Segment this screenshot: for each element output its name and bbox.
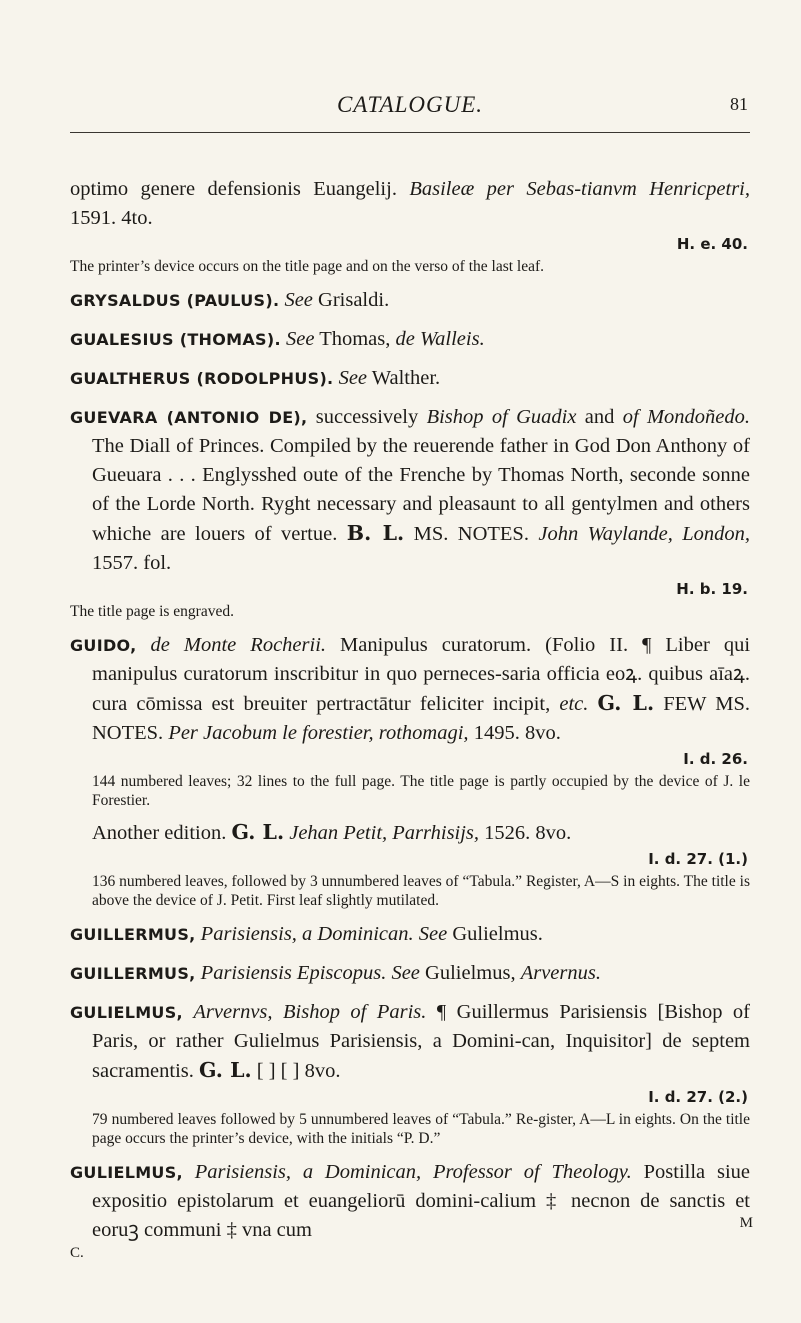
entry-heading-italic: de Monte Rocherii. bbox=[150, 634, 327, 656]
catalogue-body bbox=[70, 175, 750, 1262]
entry-heading: GULIELMUS, bbox=[70, 1163, 183, 1182]
entry-note: 136 numbered leaves, followed by 3 unnumbered leaves of “Tabula.” Register, A—S in eights. The title is above the device of J. Petit. First leaf slightly mutilated. bbox=[92, 873, 750, 909]
entry-imprint-rest: 1557. fol. bbox=[92, 552, 172, 574]
entry-note: The title page is engraved. bbox=[70, 603, 234, 620]
cross-reference[interactable]: Gulielmus, bbox=[425, 962, 516, 984]
entry-imprint-rest: 1495. 8vo. bbox=[473, 722, 561, 744]
see-label: See bbox=[418, 923, 448, 945]
catalogue-entry-grysaldus bbox=[70, 286, 750, 315]
entry-title-text: ¶ Guillermus Parisiensis [Bishop of Paris, or rather Gulielmus Parisiensis, a Domini-can, Inquisitor] de septem sacramentis. bbox=[92, 1001, 751, 1082]
type-marks: G. L. bbox=[231, 820, 285, 844]
shelfmark: I. d. 27. (2.) bbox=[648, 1088, 748, 1106]
entry-heading: GUEVARA (ANTONIO DE), bbox=[70, 408, 308, 427]
catalogue-entry-guillermus-dominican bbox=[70, 920, 750, 949]
cross-reference[interactable]: Thomas, bbox=[319, 328, 391, 350]
cross-reference-detail[interactable]: Arvernus. bbox=[520, 962, 601, 984]
entry-imprint-rest: 1526. 8vo. bbox=[484, 822, 572, 844]
entry-title-text: Postilla siue expositio epistolarum et euangeliorū domini-calium ‡ necnon de sanctis et eoruꝫ communi ‡ vna cum bbox=[92, 1161, 750, 1241]
catalogue-entry-gulielmus-dominican bbox=[70, 1158, 750, 1245]
cross-reference[interactable]: Grisaldi. bbox=[318, 289, 390, 311]
cross-reference-detail[interactable]: de Walleis. bbox=[395, 328, 485, 350]
see-label: See bbox=[391, 962, 420, 984]
page-number: 81 bbox=[730, 94, 748, 114]
catalogue-entry-gualtherus bbox=[70, 364, 750, 393]
entry-text-italic: Bishop of Guadix bbox=[426, 406, 577, 428]
type-marks: G. L. bbox=[597, 691, 655, 715]
entry-heading: GRYSALDUS (PAULUS). bbox=[70, 291, 280, 310]
page-title: CATALOGUE. bbox=[336, 92, 484, 117]
shelfmark: I. d. 27. (1.) bbox=[648, 850, 748, 868]
catalogue-entry-continuation bbox=[70, 175, 750, 276]
entry-title-text: The Diall of Princes. Compiled by the reuerende father in God Don Anthony of Gueuara . . . Englysshed oute of the Frenche by Thomas North, seconde sonne of the Lorde North. Ryght necessary and pleasaunt to all gentylmen and others whiche are louers of vertue. bbox=[92, 435, 750, 545]
entry-imprint: Jehan Petit, Parrhisijs, bbox=[289, 822, 480, 844]
shelfmark: H. e. 40. bbox=[676, 235, 748, 253]
entry-heading-italic: Parisiensis, a Dominican, Professor of Theology. bbox=[194, 1161, 632, 1183]
entry-heading: GUALTHERUS (RODOLPHUS). bbox=[70, 369, 334, 388]
entry-heading-italic: Parisiensis, a Dominican. bbox=[200, 923, 414, 945]
signature-mark: C. bbox=[70, 1245, 84, 1261]
entry-text: successively bbox=[315, 406, 419, 428]
cross-reference[interactable]: Walther. bbox=[371, 367, 441, 389]
catalogue-entry-gualesius bbox=[70, 325, 750, 354]
entry-text-italic: etc. bbox=[559, 693, 589, 715]
entry-heading: GUALESIUS (THOMAS). bbox=[70, 330, 281, 349]
entry-title-text: Manipulus curatorum. (Folio II. ¶ Liber qui manipulus curatorum inscribitur in quo perneces-saria officia eoꝝ. quibus aīaꝝ. cura cōmissa est breuiter pertractātur feliciter incipit, bbox=[92, 634, 751, 715]
entry-note: 144 numbered leaves; 32 lines to the full page. The title page is partly occupied by the device of J. le Forestier. bbox=[92, 773, 750, 809]
ms-notes-label: MS. NOTES. bbox=[413, 523, 529, 545]
see-label: See bbox=[284, 289, 313, 311]
entry-text: Another edition. bbox=[92, 822, 227, 844]
entry-text: and bbox=[584, 406, 615, 428]
entry-heading: GUILLERMUS, bbox=[70, 925, 196, 944]
see-label: See bbox=[338, 367, 368, 389]
running-head bbox=[70, 92, 750, 133]
entry-note: The printer’s device occurs on the title page and on the verso of the last leaf. bbox=[70, 258, 545, 275]
entry-heading-italic: Arvernvs, Bishop of Paris. bbox=[193, 1001, 427, 1023]
catalogue-entry-guido bbox=[70, 631, 750, 810]
entry-heading: GUIDO, bbox=[70, 636, 137, 655]
catalogue-entry-guillermus-episcopus bbox=[70, 959, 750, 988]
type-marks: G. L. bbox=[199, 1058, 252, 1082]
entry-imprint-rest: 1591. 4to. bbox=[70, 207, 153, 229]
ms-notes-label: FEW MS. NOTES. bbox=[92, 693, 751, 744]
cross-reference[interactable]: Gulielmus. bbox=[452, 923, 543, 945]
see-label: See bbox=[285, 328, 315, 350]
blank-bracket: [ ] bbox=[280, 1060, 300, 1082]
entry-text: optimo genere defensionis Euangelij. bbox=[70, 178, 397, 200]
entry-imprint: Per Jacobum le forestier, rothomagi, bbox=[168, 722, 469, 744]
type-marks: B. L. bbox=[346, 521, 405, 545]
blank-bracket: [ ] bbox=[256, 1060, 276, 1082]
catalogue-entry-gulielmus-arvernus bbox=[70, 998, 750, 1148]
entry-heading-italic: Parisiensis Episcopus. bbox=[200, 962, 387, 984]
catalogue-entry-guevara bbox=[70, 403, 750, 621]
entry-imprint: Basileæ per Sebas-tianvm Henricpetri, bbox=[409, 178, 751, 200]
catalogue-entry-another-edition bbox=[70, 818, 750, 910]
entry-imprint: John Waylande, London, bbox=[538, 523, 751, 545]
shelfmark: H. b. 19. bbox=[676, 580, 748, 598]
entry-format: 8vo. bbox=[304, 1060, 341, 1082]
catalogue-page bbox=[70, 0, 750, 1262]
entry-note: 79 numbered leaves followed by 5 unnumbered leaves of “Tabula.” Re-gister, A—L in eights. On the title page occurs the printer’s device, with the initials “P. D.” bbox=[92, 1111, 750, 1147]
entry-heading: GUILLERMUS, bbox=[70, 964, 196, 983]
entry-heading: GULIELMUS, bbox=[70, 1003, 183, 1022]
shelfmark: I. d. 26. bbox=[683, 750, 748, 768]
entry-text-italic: of Mondoñedo. bbox=[622, 406, 751, 428]
signature-mark-right: M bbox=[739, 1215, 753, 1231]
